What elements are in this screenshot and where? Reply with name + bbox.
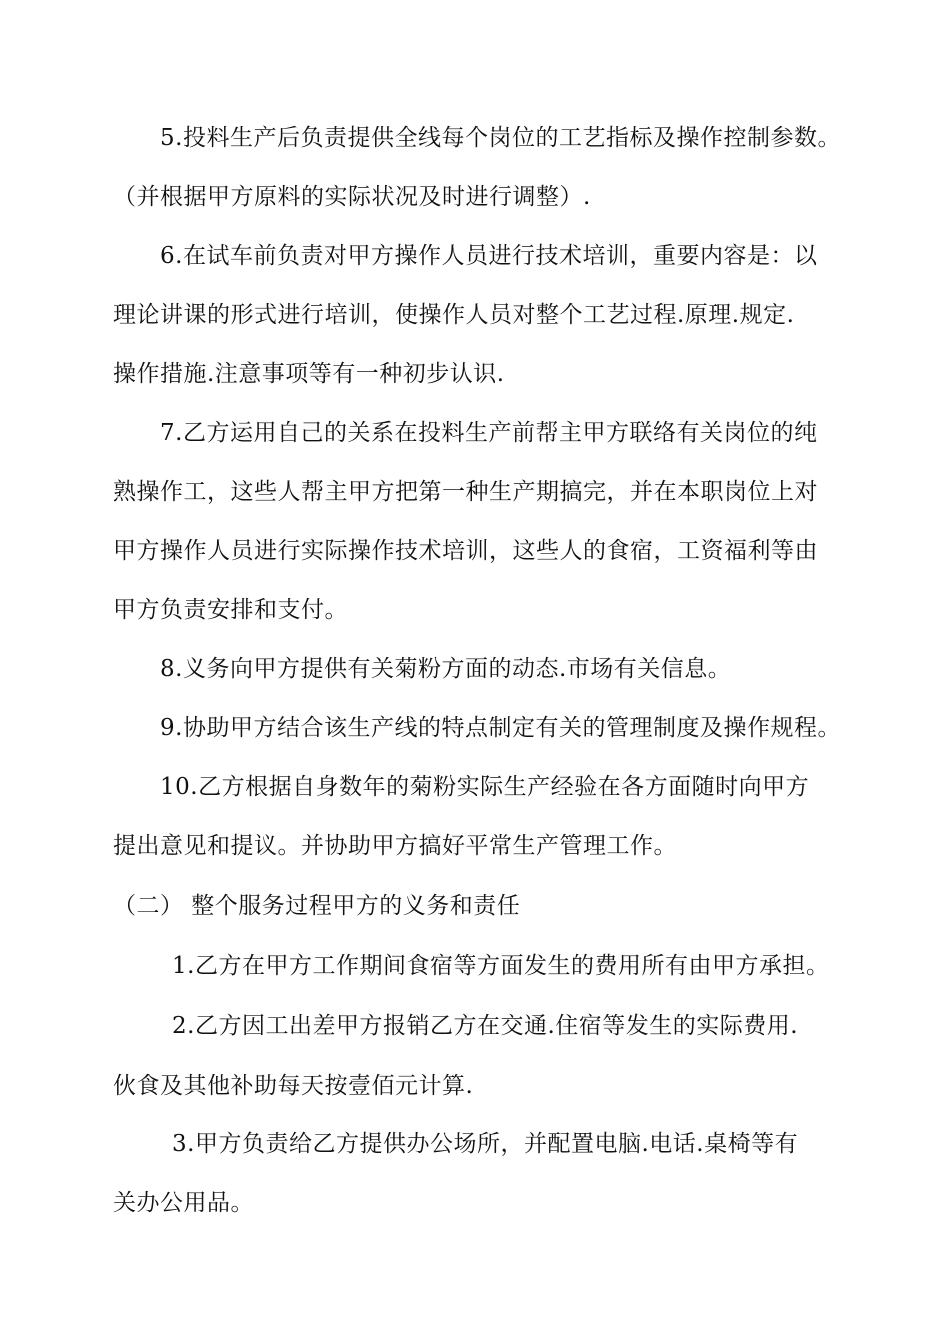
obligation-2-line-1: 2.乙方因工出差甲方报销乙方在交通.住宿等发生的实际费用. — [172, 1013, 799, 1039]
paragraph-9: 9.协助甲方结合该生产线的特点制定有关的管理制度及操作规程。 — [160, 715, 841, 741]
paragraph-10-line-2: 提出意见和提议。并协助甲方搞好平常生产管理工作。 — [113, 833, 677, 859]
paragraph-7-line-4: 甲方负责安排和支付。 — [113, 597, 348, 623]
obligation-2-line-2: 伙食及其他补助每天按壹佰元计算. — [113, 1073, 474, 1099]
obligation-3-line-2: 关办公用品。 — [113, 1190, 254, 1216]
paragraph-6-line-3: 操作措施.注意事项等有一种初步认识. — [113, 361, 505, 387]
section-heading: （二） 整个服务过程甲方的义务和责任 — [113, 893, 521, 919]
paragraph-10-line-1: 10.乙方根据自身数年的菊粉实际生产经验在各方面随时向甲方 — [160, 774, 810, 800]
paragraph-6-line-1: 6.在试车前负责对甲方操作人员进行技术培训，重要内容是：以 — [160, 243, 818, 269]
paragraph-5-line-2: （并根据甲方原料的实际状况及时进行调整）. — [113, 184, 591, 210]
paragraph-8: 8.义务向甲方提供有关菊粉方面的动态.市场有关信息。 — [160, 656, 732, 682]
obligation-3-line-1: 3.甲方负责给乙方提供办公场所，并配置电脑.电话.桌椅等有 — [172, 1131, 799, 1157]
paragraph-7-line-3: 甲方操作人员进行实际操作技术培训，这些人的食宿，工资福利等由 — [113, 538, 818, 564]
obligation-1: 1.乙方在甲方工作期间食宿等方面发生的费用所有由甲方承担。 — [172, 953, 830, 979]
paragraph-7-line-2: 熟操作工，这些人帮主甲方把第一种生产期搞完，并在本职岗位上对 — [113, 479, 818, 505]
paragraph-5-line-1: 5.投料生产后负责提供全线每个岗位的工艺指标及操作控制参数。 — [160, 125, 841, 151]
paragraph-7-line-1: 7.乙方运用自己的关系在投料生产前帮主甲方联络有关岗位的纯 — [160, 420, 818, 446]
paragraph-6-line-2: 理论讲课的形式进行培训，使操作人员对整个工艺过程.原理.规定. — [113, 302, 795, 328]
